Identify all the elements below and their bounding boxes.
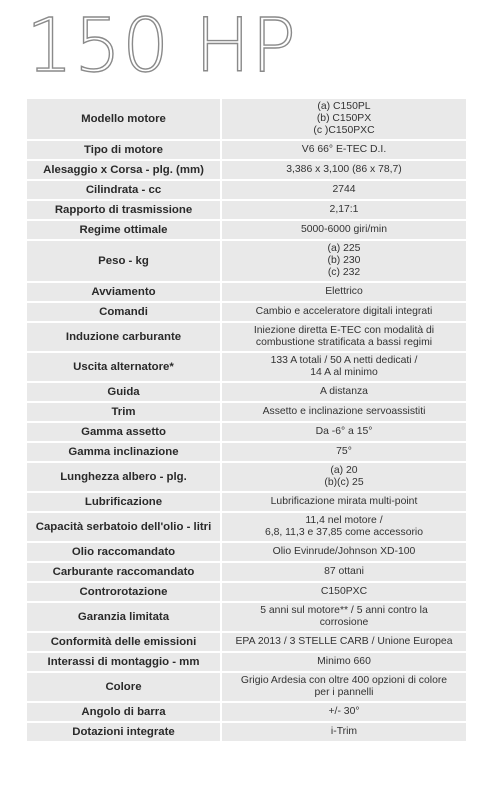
spec-label: Rapporto di trasmissione [27,201,220,219]
spec-label: Olio raccomandato [27,543,220,561]
spec-value-line: 14 A al minimo [310,367,378,378]
spec-label: Alesaggio x Corsa - plg. (mm) [27,161,220,179]
spec-row [27,703,466,721]
spec-value-line: (a) 20 [330,465,358,476]
spec-row [27,443,466,461]
spec-value-line: (b)(c) 25 [324,477,364,488]
spec-value [222,703,466,721]
spec-value-line: Lubrificazione mirata multi-point [270,496,418,507]
spec-value-line: 5000-6000 giri/min [300,224,388,235]
spec-label: Gamma assetto [27,423,220,441]
spec-value-line: combustione stratificata a bassi regimi [255,337,433,348]
spec-label: Tipo di motore [27,141,220,159]
spec-value-line: Iniezione diretta E-TEC con modalità di [253,325,435,336]
spec-label: Induzione carburante [27,323,220,351]
spec-row [27,723,466,741]
spec-value-line: (b) 230 [327,255,361,266]
spec-row [27,653,466,671]
spec-row [27,493,466,511]
spec-value-line: 5 anni sul motore** / 5 anni contro la [260,605,428,616]
spec-value [222,493,466,511]
spec-value-line: 133 A totali / 50 A netti dedicati / [270,355,418,366]
spec-label: Trim [27,403,220,421]
spec-label: Carburante raccomandato [27,563,220,581]
spec-row [27,673,466,701]
spec-row [27,181,466,199]
spec-value-line: 6,8, 11,3 e 37,85 come accessorio [264,527,424,538]
spec-value [222,201,466,219]
spec-value-line: (a) 225 [327,243,361,254]
spec-label: Conformità delle emissioni [27,633,220,651]
spec-value [222,543,466,561]
spec-row [27,161,466,179]
spec-label: Controrotazione [27,583,220,601]
spec-value [222,583,466,601]
spec-value [222,161,466,179]
spec-value-line: 3,386 x 3,100 (86 x 78,7) [286,164,402,175]
spec-value-line: (a) C150PL [317,101,371,112]
spec-value-line: C150PXC [320,586,368,597]
spec-value [222,463,466,491]
spec-value-line: per i pannelli [314,687,374,698]
spec-label: Dotazioni integrate [27,723,220,741]
spec-label: Uscita alternatore* [27,353,220,381]
spec-row [27,423,466,441]
spec-value-line: 75° [336,446,352,457]
spec-value [222,303,466,321]
spec-value [222,443,466,461]
spec-value [222,323,466,351]
spec-row [27,99,466,139]
spec-value-line: Da -6° a 15° [315,426,373,437]
spec-value [222,403,466,421]
spec-value-line: Minimo 660 [317,656,371,667]
spec-row [27,583,466,601]
spec-value [222,99,466,139]
spec-value [222,141,466,159]
spec-row [27,303,466,321]
spec-row [27,353,466,381]
spec-row [27,323,466,351]
spec-row [27,563,466,581]
spec-table-body [27,99,466,741]
spec-value [222,353,466,381]
spec-row [27,543,466,561]
spec-value-line: corrosione [319,617,369,628]
spec-value [222,653,466,671]
spec-row [27,463,466,491]
spec-value [222,513,466,541]
spec-label: Colore [27,673,220,701]
spec-value [222,563,466,581]
spec-value-line: Assetto e inclinazione servoassistiti [262,406,426,417]
spec-value [222,423,466,441]
spec-value-line: A distanza [320,386,368,397]
spec-value-line: 2,17:1 [329,204,359,215]
spec-row [27,201,466,219]
spec-label: Capacità serbatoio dell'olio - litri [27,513,220,541]
spec-label: Lunghezza albero - plg. [27,463,220,491]
spec-row [27,141,466,159]
spec-label: Avviamento [27,283,220,301]
spec-value-line: i-Trim [330,726,358,737]
spec-label: Lubrificazione [27,493,220,511]
spec-row [27,513,466,541]
spec-value-line: (c) 232 [327,267,361,278]
spec-value-line: 2744 [332,184,356,195]
spec-value-line: +/- 30° [328,706,360,717]
spec-value [222,283,466,301]
spec-row [27,221,466,239]
spec-value-line: Cambio e acceleratore digitali integrati [255,306,433,317]
spec-label: Interassi di montaggio - mm [27,653,220,671]
spec-value-line: (c )C150PXC [313,125,375,136]
spec-row [27,241,466,281]
spec-value-line: V6 66° E-TEC D.I. [301,144,387,155]
spec-label: Garanzia limitata [27,603,220,631]
spec-row [27,603,466,631]
spec-value [222,603,466,631]
spec-label: Comandi [27,303,220,321]
spec-label: Modello motore [27,99,220,139]
spec-row [27,383,466,401]
spec-value [222,383,466,401]
spec-table [27,97,466,743]
spec-value-line: Grigio Ardesia con oltre 400 opzioni di colore [240,675,448,686]
page-title: 150 HP [26,3,298,89]
spec-value-line: Elettrico [325,286,363,297]
spec-value-line: 87 ottani [324,566,364,577]
spec-row [27,403,466,421]
spec-label: Gamma inclinazione [27,443,220,461]
spec-value [222,181,466,199]
spec-value-line: EPA 2013 / 3 STELLE CARB / Unione Europea [235,636,453,647]
spec-value [222,673,466,701]
spec-label: Cilindrata - cc [27,181,220,199]
spec-value [222,241,466,281]
spec-label: Guida [27,383,220,401]
spec-value-line: (b) C150PX [316,113,372,124]
spec-label: Angolo di barra [27,703,220,721]
spec-row [27,633,466,651]
spec-value-line: 11,4 nel motore / [305,515,383,526]
spec-value [222,633,466,651]
spec-label: Peso - kg [27,241,220,281]
spec-value-line: Olio Evinrude/Johnson XD-100 [272,546,416,557]
spec-label: Regime ottimale [27,221,220,239]
spec-value [222,723,466,741]
spec-value [222,221,466,239]
spec-row [27,283,466,301]
